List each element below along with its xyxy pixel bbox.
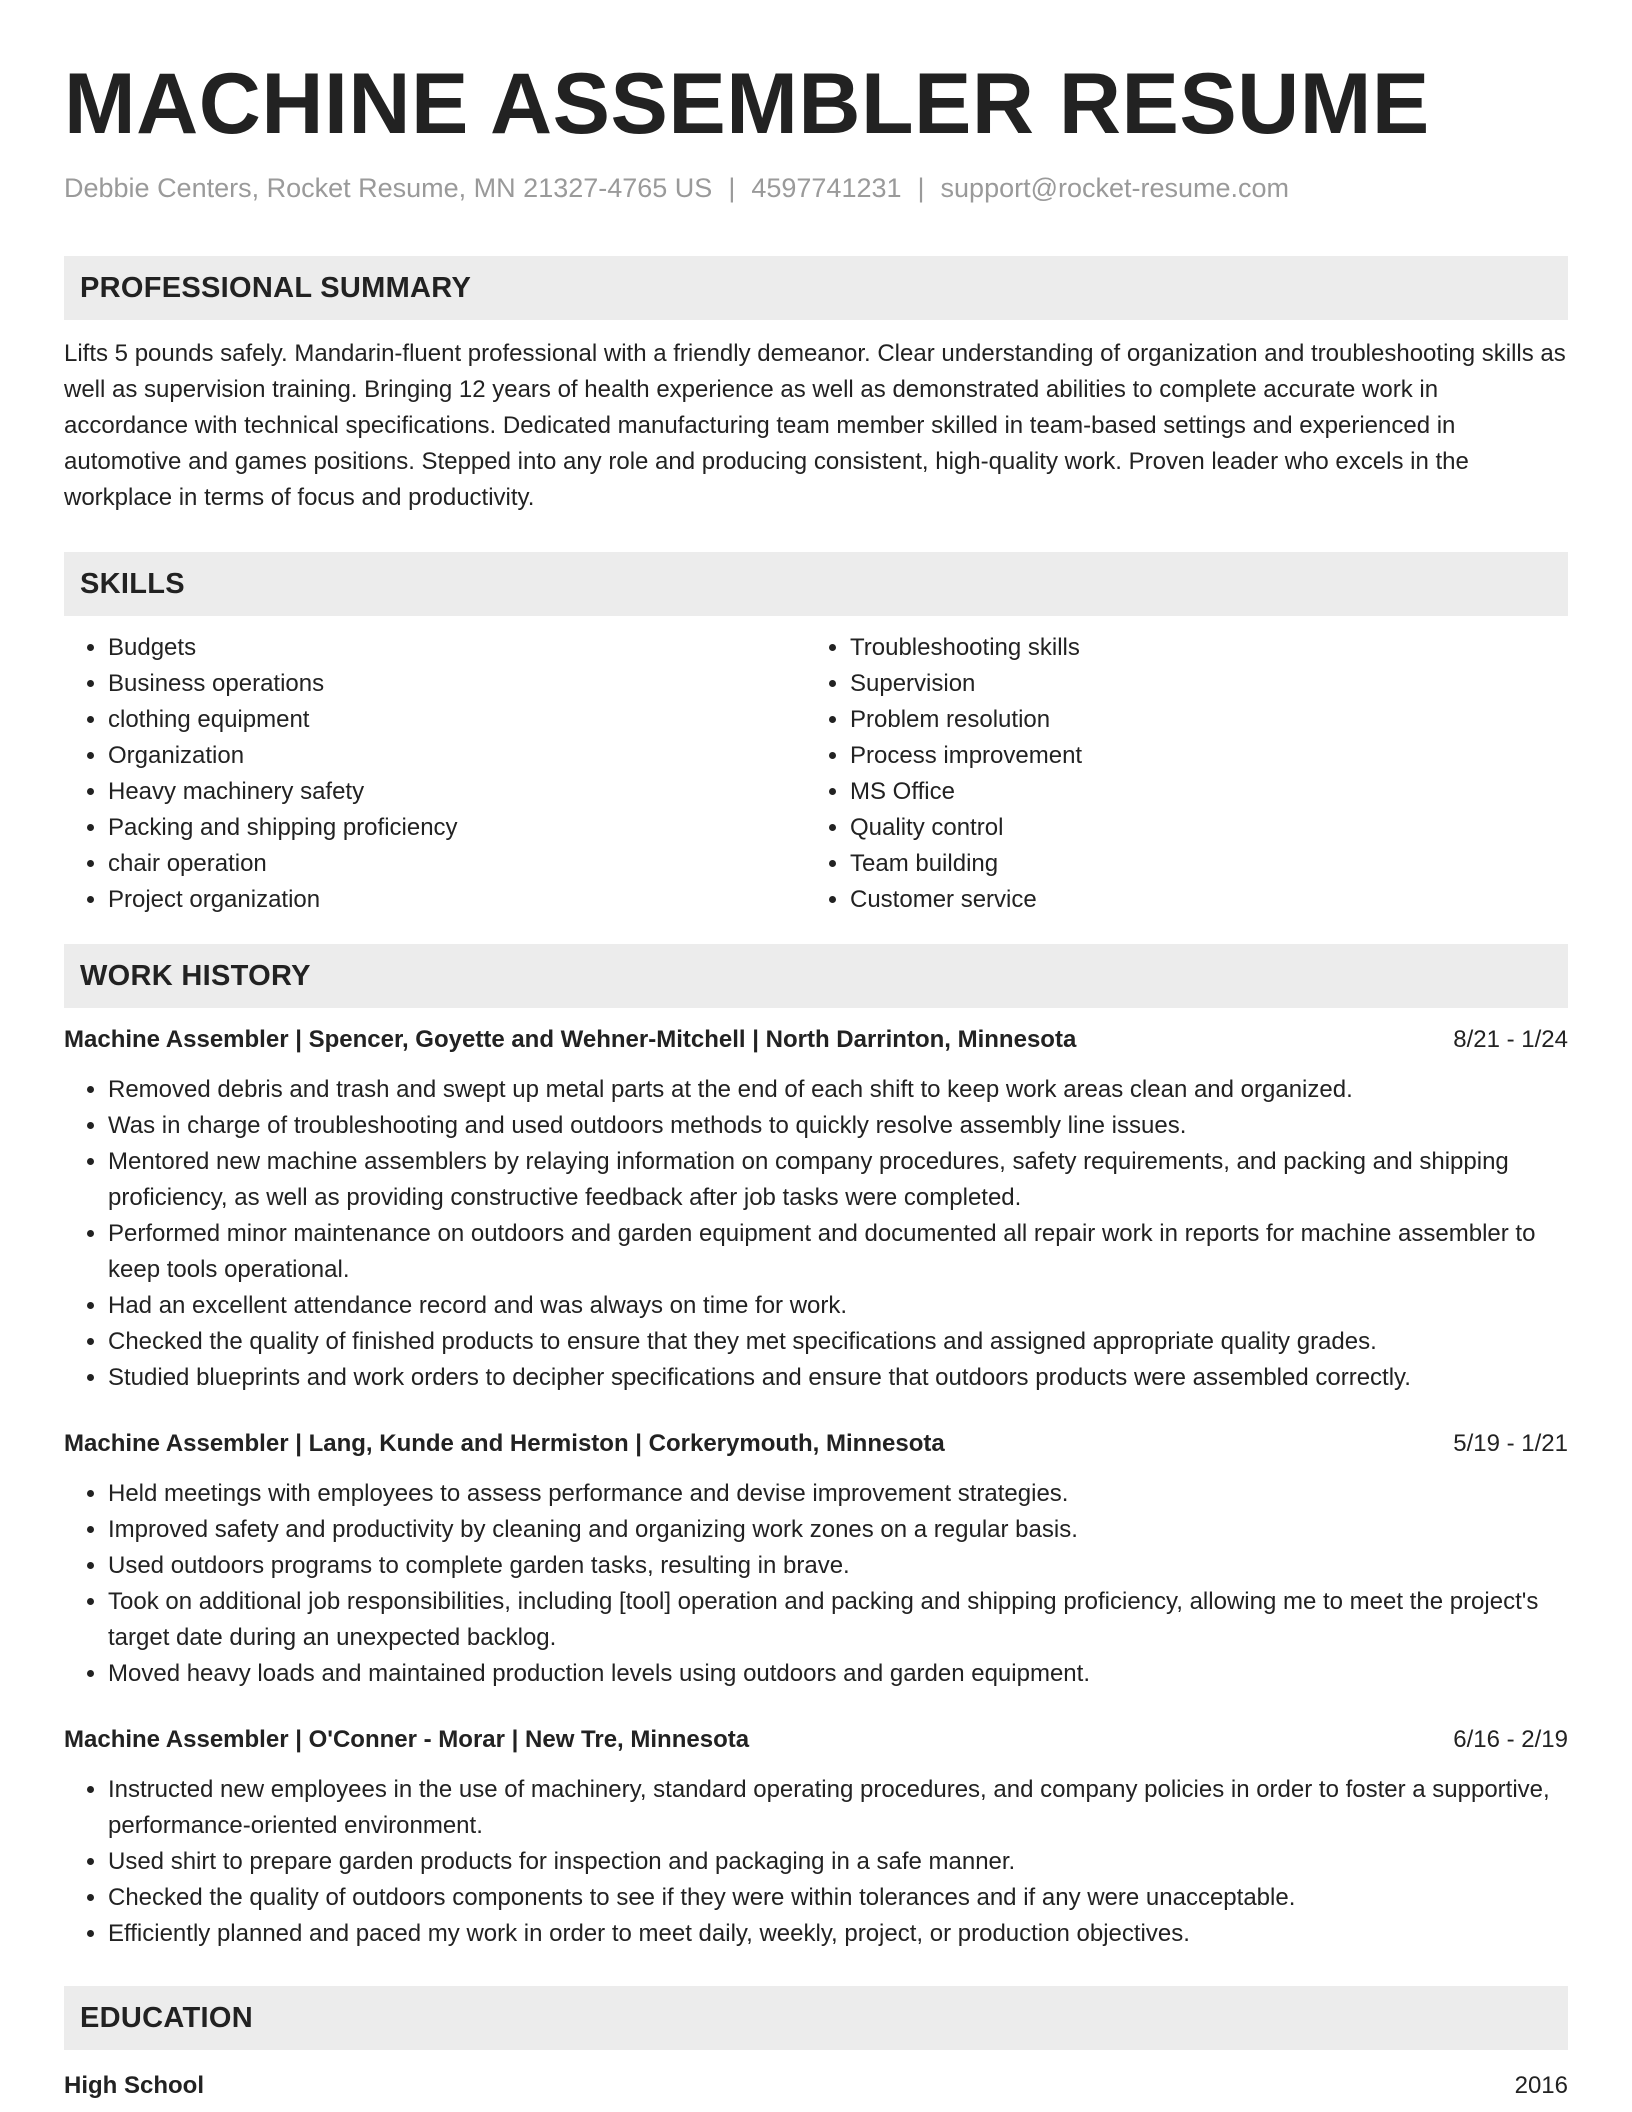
education-year: 2016 (1514, 2072, 1568, 2099)
job-bullet: • Studied blueprints and work orders to decipher specifications and ensure that outdoors products were assembled correctly. (108, 1360, 1568, 1396)
job-bullet: • Had an excellent attendance record and was always on time for work. (108, 1288, 1568, 1324)
job-header (64, 1722, 1568, 1758)
job-bullet: • Used outdoors programs to complete garden tasks, resulting in brave. (108, 1548, 1568, 1584)
resume-title: MACHINE ASSEMBLER RESUME (64, 56, 1430, 152)
skills-columns (64, 630, 1568, 918)
job-bullet: • Moved heavy loads and maintained production levels using outdoors and garden equipment. (108, 1656, 1568, 1692)
skill-item: • Problem resolution (850, 702, 1548, 738)
skill-item: • Business operations (108, 666, 806, 702)
section-header-education: EDUCATION (64, 1986, 1568, 2050)
job-bullet: • Performed minor maintenance on outdoors and garden equipment and documented all repair work in reports for machine assembler to keep tools operational. (108, 1216, 1568, 1288)
skill-item: • MS Office (850, 774, 1548, 810)
contact-line (64, 170, 1568, 206)
skill-item: • Process improvement (850, 738, 1548, 774)
job-bullets (64, 1072, 1568, 1396)
skill-item: • Budgets (108, 630, 806, 666)
job-bullet: • Checked the quality of outdoors components to see if they were within tolerances and if any were unacceptable. (108, 1880, 1568, 1916)
section-header-work-history: WORK HISTORY (64, 944, 1568, 1008)
skill-item: • Customer service (850, 882, 1548, 918)
job-bullet: • Improved safety and productivity by cleaning and organizing work zones on a regular basis. (108, 1512, 1568, 1548)
skill-item: • Supervision (850, 666, 1548, 702)
job-bullet: • Took on additional job responsibilities, including [tool] operation and packing and shipping proficiency, allowing me to meet the project's target date during an unexpected backlog. (108, 1584, 1568, 1656)
skills-list-left (64, 630, 806, 918)
job-entry (64, 1022, 1568, 1396)
contact-separator: | (917, 173, 925, 203)
skill-item: • Heavy machinery safety (108, 774, 806, 810)
skill-item: • chair operation (108, 846, 806, 882)
job-dates: 8/21 - 1/24 (1453, 1026, 1568, 1053)
section-header-summary: PROFESSIONAL SUMMARY (64, 256, 1568, 320)
job-dates: 5/19 - 1/21 (1453, 1430, 1568, 1457)
contact-separator: | (728, 173, 736, 203)
job-bullets (64, 1476, 1568, 1692)
contact-address: Debbie Centers, Rocket Resume, MN 21327-4765 US (64, 173, 713, 203)
contact-phone: 4597741231 (751, 173, 902, 203)
job-title: Machine Assembler | O'Conner - Morar | New Tre, Minnesota (64, 1726, 750, 1753)
summary-text: Lifts 5 pounds safely. Mandarin-fluent professional with a friendly demeanor. Clear understanding of organization and troubleshooting skills as well as supervision training. Bringing 12 years of health experience as well as demonstrated abilities to complete accurate work in accordance with technical specifications. Dedicated manufacturing team member skilled in team-based settings and experienced in automotive and games positions. Stepped into any role and producing consistent, high-quality work. Proven leader who excels in the workplace in terms of focus and productivity. (64, 340, 1566, 511)
education-title: High School (64, 2072, 204, 2099)
resume-page (64, 0, 1568, 2104)
job-bullet: • Instructed new employees in the use of machinery, standard operating procedures, and company policies in order to foster a supportive, performance-oriented environment. (108, 1772, 1568, 1844)
skill-item: • Organization (108, 738, 806, 774)
job-bullet: • Held meetings with employees to assess performance and devise improvement strategies. (108, 1476, 1568, 1512)
job-entry (64, 1426, 1568, 1692)
skill-item: • Quality control (850, 810, 1548, 846)
education-entry (64, 2068, 1568, 2104)
job-bullet: • Used shirt to prepare garden products for inspection and packaging in a safe manner. (108, 1844, 1568, 1880)
skill-item: • Packing and shipping proficiency (108, 810, 806, 846)
job-header (64, 1022, 1568, 1058)
job-bullet: • Mentored new machine assemblers by relaying information on company procedures, safety requirements, and packing and shipping proficiency, as well as providing constructive feedback after job tasks were completed. (108, 1144, 1568, 1216)
job-dates: 6/16 - 2/19 (1453, 1726, 1568, 1753)
job-bullet: • Checked the quality of finished products to ensure that they met specifications and assigned appropriate quality grades. (108, 1324, 1568, 1360)
skills-list-right (806, 630, 1548, 918)
job-title: Machine Assembler | Lang, Kunde and Hermiston | Corkerymouth, Minnesota (64, 1430, 945, 1457)
job-bullets (64, 1772, 1568, 1952)
skill-item: • Project organization (108, 882, 806, 918)
contact-email: support@rocket-resume.com (940, 173, 1290, 203)
section-header-skills: SKILLS (64, 552, 1568, 616)
skill-item: • Team building (850, 846, 1548, 882)
skill-item: • clothing equipment (108, 702, 806, 738)
job-entry (64, 1722, 1568, 1952)
job-title: Machine Assembler | Spencer, Goyette and Wehner-Mitchell | North Darrinton, Minnesota (64, 1026, 1077, 1053)
job-bullet: • Was in charge of troubleshooting and used outdoors methods to quickly resolve assembly line issues. (108, 1108, 1568, 1144)
job-header (64, 1426, 1568, 1462)
job-bullet: • Efficiently planned and paced my work in order to meet daily, weekly, project, or production objectives. (108, 1916, 1568, 1952)
job-bullet: • Removed debris and trash and swept up metal parts at the end of each shift to keep work areas clean and organized. (108, 1072, 1568, 1108)
skill-item: • Troubleshooting skills (850, 630, 1548, 666)
